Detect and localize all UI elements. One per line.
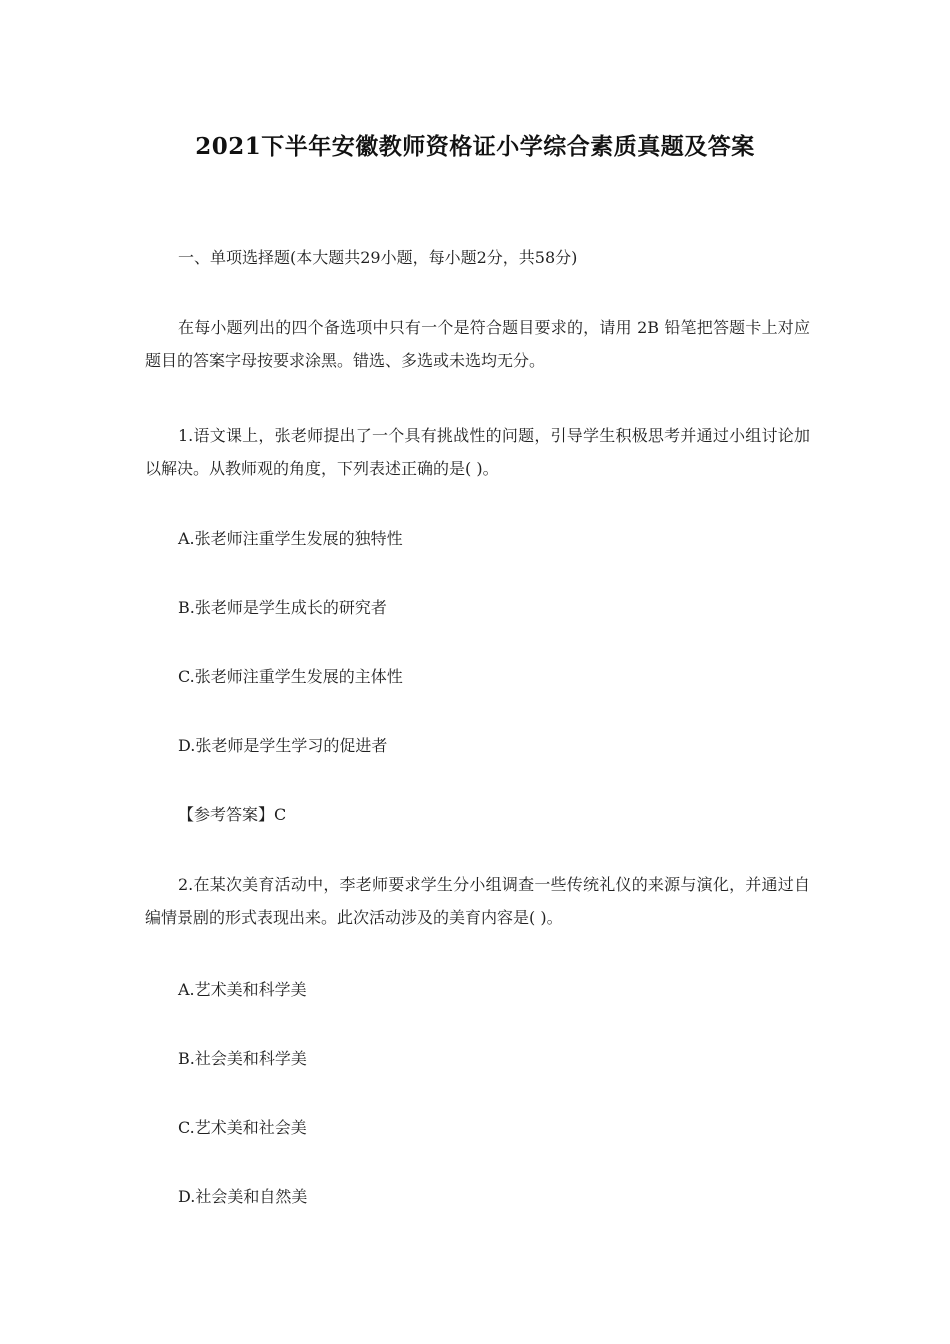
question-2-stem: 2.在某次美育活动中，李老师要求学生分小组调查一些传统礼仪的来源与演化，并通过自编情景剧的形式表现出来。此次活动涉及的美育内容是( )。	[145, 875, 810, 927]
question-2-option-c: C.艺术美和社会美	[178, 1118, 307, 1137]
instructions-paragraph: 在每小题列出的四个备选项中只有一个是符合题目要求的，请用 2B 铅笔把答题卡上对应题目的答案字母按要求涂黑。错选、多选或未选均无分。	[145, 318, 810, 370]
document-title: 2021下半年安徽教师资格证小学综合素质真题及答案	[195, 133, 755, 160]
question-1-option-a: A.张老师注重学生发展的独特性	[178, 529, 403, 548]
question-2-option-b: B.社会美和科学美	[178, 1049, 307, 1068]
section-heading: 一、单项选择题(本大题共29小题，每小题2分，共58分)	[178, 248, 578, 267]
question-2-option-a: A.艺术美和科学美	[178, 980, 307, 999]
question-1-stem: 1.语文课上，张老师提出了一个具有挑战性的问题，引导学生积极思考并通过小组讨论加以解决。从教师观的角度，下列表述正确的是( )。	[145, 426, 810, 478]
question-1-option-d: D.张老师是学生学习的促进者	[178, 736, 388, 755]
question-2-option-d: D.社会美和自然美	[178, 1187, 308, 1206]
question-1-answer: 【参考答案】C	[178, 805, 287, 824]
question-1-option-b: B.张老师是学生成长的研究者	[178, 598, 387, 617]
question-1-option-c: C.张老师注重学生发展的主体性	[178, 667, 403, 686]
